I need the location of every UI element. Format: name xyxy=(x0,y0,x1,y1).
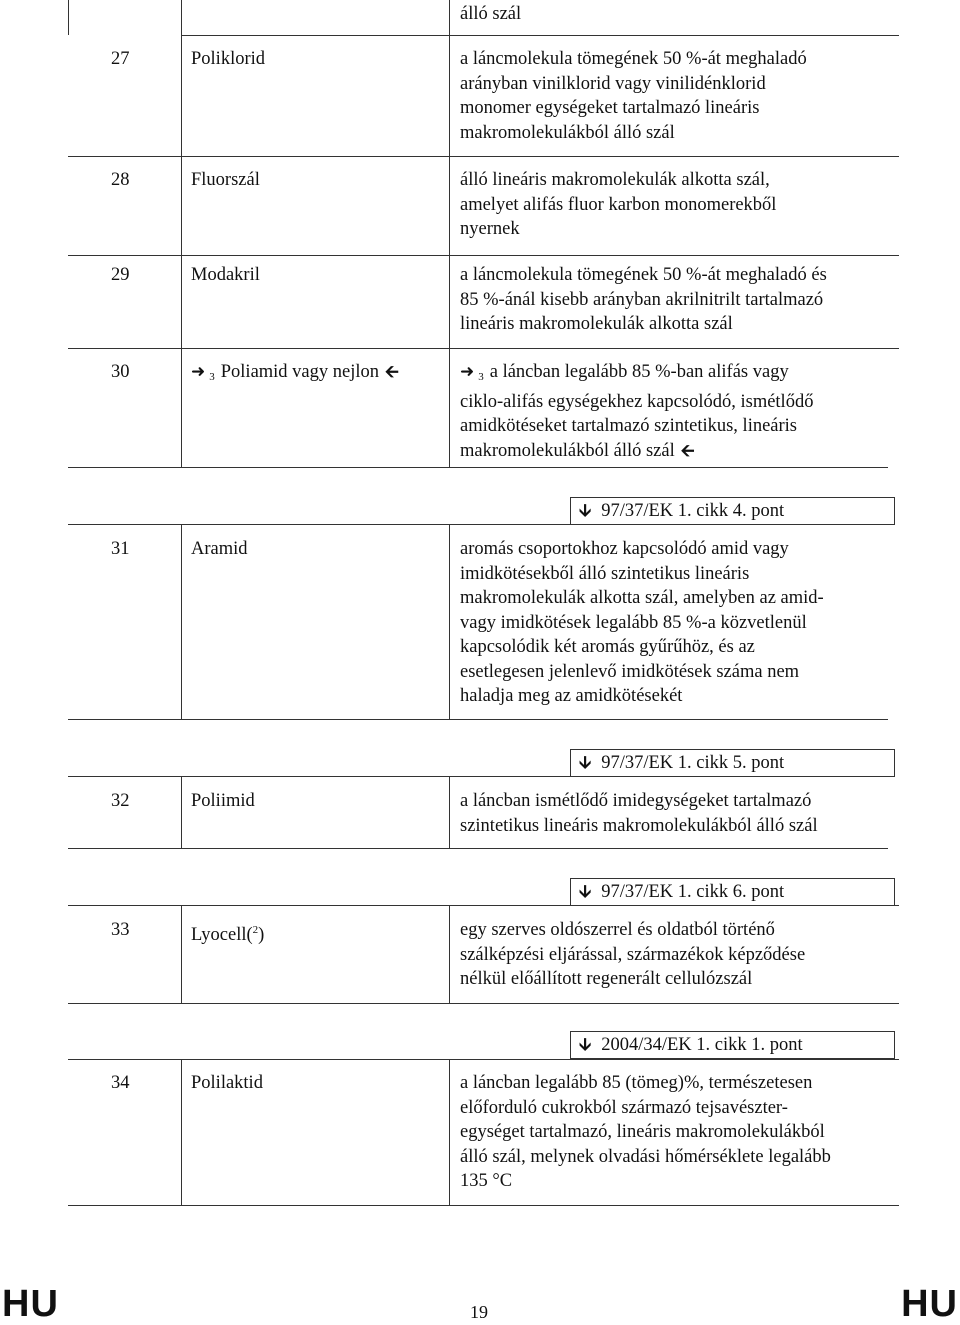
definition-line: nélkül előállított regenerált cellulózszál xyxy=(460,969,753,989)
fiber-name: Poliklorid xyxy=(191,49,266,69)
arrow-down-icon: 🡫 xyxy=(579,501,592,521)
row-divider xyxy=(68,719,888,720)
row-divider xyxy=(68,348,899,349)
fiber-name: Lyocell($^2$) xyxy=(191,924,265,945)
column-divider xyxy=(449,0,450,467)
row-number: 31 xyxy=(111,539,130,559)
amendment-reference-box xyxy=(570,1031,895,1059)
fiber-definition xyxy=(460,360,813,463)
definition-fragment: álló szál xyxy=(460,4,522,24)
definition-line: aromás csoportokhoz kapcsolódó amid vagy xyxy=(460,539,789,559)
column-divider xyxy=(449,776,450,848)
amendment-reference-box xyxy=(570,878,895,906)
definition-line: amidkötéseket tartalmazó szintetikus, lineáris xyxy=(460,416,798,436)
row-divider xyxy=(68,255,899,256)
amendment-reference-box xyxy=(570,497,895,525)
definition-line: álló szál, melynek olvadási hőmérséklete legalább xyxy=(460,1146,831,1167)
column-divider xyxy=(68,0,69,35)
footer-language-code: HU xyxy=(2,1283,59,1325)
definition-line: makromolekulákból álló szál 🡨 xyxy=(460,439,813,464)
insert-marker-number: 3 xyxy=(209,371,215,383)
definition-line: szálképzési eljárással, származékok képződése xyxy=(460,944,806,965)
arrow-down-icon: 🡫 xyxy=(579,753,592,773)
definition-line: előforduló cukrokból származó tejsavészter- xyxy=(460,1097,788,1118)
column-divider xyxy=(181,905,182,1003)
definition-line: haladja meg az amidkötésekét xyxy=(460,686,683,706)
column-divider xyxy=(449,1059,450,1205)
definition-line: vagy imidkötések legalább 85 %-a közvetlenül xyxy=(460,612,807,633)
amendment-reference: 2004/34/EK 1. cikk 1. pont xyxy=(601,1035,803,1055)
row-number: 27 xyxy=(111,49,130,69)
definition-line: álló lineáris makromolekulák alkotta szál, xyxy=(460,170,770,190)
arrow-left-icon: 🡨 xyxy=(680,440,695,461)
row-divider xyxy=(68,1205,899,1206)
column-divider xyxy=(181,776,182,848)
definition-line: ➜ $_3$ a láncban legalább 85 %-ban alifás vagy xyxy=(460,362,789,383)
row-divider xyxy=(68,467,888,468)
definition-line: monomer egységeket tartalmazó lineáris xyxy=(460,98,760,118)
footnote-marker: 2 xyxy=(252,924,259,936)
footer-language-code: HU xyxy=(901,1283,958,1325)
arrow-right-icon: ➜ xyxy=(460,362,475,382)
row-number: 34 xyxy=(111,1073,130,1093)
fiber-name: Polilaktid xyxy=(191,1073,263,1093)
definition-line: amelyet alifás fluor karbon monomerekből xyxy=(460,194,777,215)
column-divider xyxy=(449,524,450,719)
fiber-definition xyxy=(460,537,824,709)
row-number: 32 xyxy=(111,791,130,811)
fiber-name: Aramid xyxy=(191,539,248,559)
fiber-definition xyxy=(460,263,827,337)
column-divider xyxy=(181,524,182,719)
definition-line: a láncban legalább 85 (tömeg)%, természetesen xyxy=(460,1073,813,1093)
definition-line: a láncmolekula tömegének 50 %-át meghaladó és xyxy=(460,265,827,285)
row-divider xyxy=(68,156,899,157)
definition-line: arányban vinilklorid vagy vinilidénklorid xyxy=(460,73,766,94)
row-number: 29 xyxy=(111,265,130,285)
fiber-name: Fluorszál xyxy=(191,170,260,190)
row-divider xyxy=(181,35,899,36)
row-number: 33 xyxy=(111,920,130,940)
arrow-left-icon: 🡨 xyxy=(385,362,399,382)
definition-line: ciklo-alifás egységekhez kapcsolódó, ismétlődő xyxy=(460,391,814,412)
definition-line: a láncmolekula tömegének 50 %-át meghaladó xyxy=(460,49,807,69)
fiber-name: Modakril xyxy=(191,265,260,285)
fiber-definition xyxy=(460,168,776,242)
fiber-definition xyxy=(460,1071,831,1194)
amendment-reference: 97/37/EK 1. cikk 5. pont xyxy=(601,753,785,773)
row-divider xyxy=(68,1003,899,1004)
arrow-down-icon: 🡫 xyxy=(579,882,592,902)
column-divider xyxy=(181,1059,182,1205)
definition-line: imidkötésekből álló szintetikus lineáris xyxy=(460,563,750,584)
definition-line: esetlegesen jelenlevő imidkötések száma nem xyxy=(460,661,800,682)
definition-line: kapcsolódik két aromás gyűrűhöz, és az xyxy=(460,637,755,657)
fiber-name: Poliamid vagy nejlon xyxy=(220,362,380,382)
column-divider xyxy=(449,905,450,1003)
definition-line: nyernek xyxy=(460,219,520,239)
definition-line: makromolekulákból álló szál xyxy=(460,122,675,143)
column-divider xyxy=(181,0,182,467)
row-divider xyxy=(68,1059,899,1060)
fiber-definition xyxy=(460,47,807,145)
fiber-name: Poliimid xyxy=(191,791,255,811)
definition-line: makromolekulák alkotta szál, amelyben az amid- xyxy=(460,588,824,608)
insert-marker-number: 3 xyxy=(478,371,484,383)
amendment-reference: 97/37/EK 1. cikk 6. pont xyxy=(601,882,785,902)
arrow-down-icon: 🡫 xyxy=(579,1035,592,1055)
fiber-name-with-insert-markers xyxy=(191,360,399,390)
definition-line: 135 °C xyxy=(460,1171,513,1191)
amendment-reference-box xyxy=(570,749,895,777)
definition-line: a láncban ismétlődő imidegységeket tartalmazó xyxy=(460,791,812,811)
row-number: 28 xyxy=(111,170,130,190)
fiber-definition xyxy=(460,789,818,838)
definition-line: lineáris makromolekulák alkotta szál xyxy=(460,314,733,334)
definition-line: egy szerves oldószerrel és oldatból történő xyxy=(460,920,775,940)
definition-line: egységet tartalmazó, lineáris makromolekulákból xyxy=(460,1122,825,1142)
arrow-right-icon: ➜ xyxy=(191,362,206,382)
definition-line: szintetikus lineáris makromolekulákból álló szál xyxy=(460,815,818,836)
row-divider xyxy=(68,848,888,849)
page-number: 19 xyxy=(470,1302,488,1322)
row-number: 30 xyxy=(111,362,130,382)
amendment-reference: 97/37/EK 1. cikk 4. pont xyxy=(601,501,785,521)
definition-line: 85 %-ánál kisebb arányban akrilnitrilt tartalmazó xyxy=(460,289,824,310)
fiber-definition xyxy=(460,918,805,992)
